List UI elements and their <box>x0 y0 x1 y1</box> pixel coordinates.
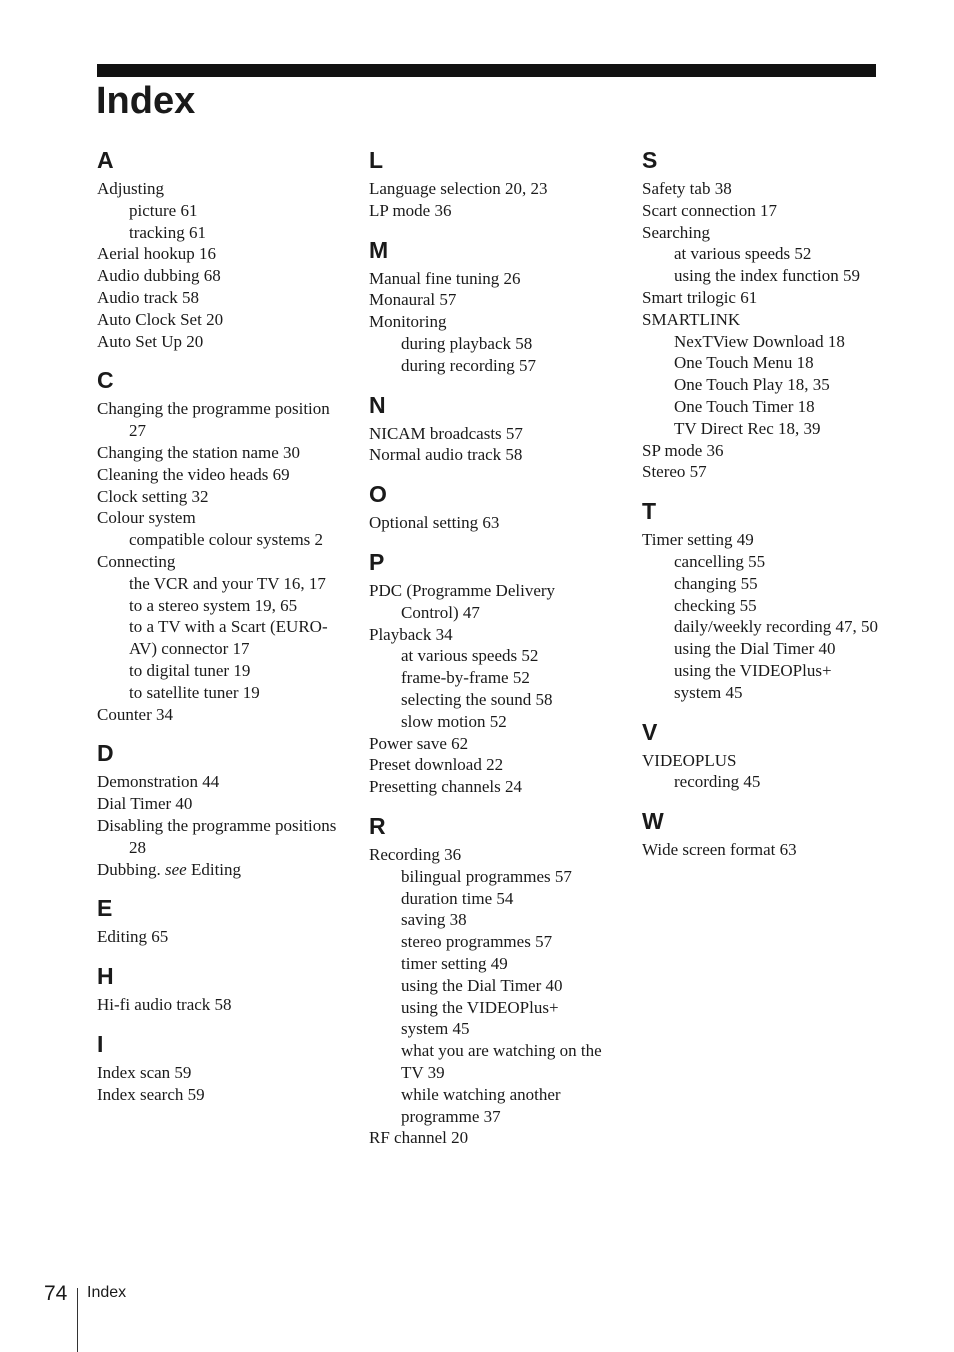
section-letter: L <box>369 147 384 173</box>
index-entry: Language selection 20, 23 <box>369 179 548 198</box>
index-entry: Smart trilogic 61 <box>642 287 758 307</box>
index-entry: Power save 62 <box>369 733 469 753</box>
page-number: 74 <box>44 1282 68 1305</box>
index-section-t <box>642 497 882 703</box>
index-subentry: timer setting 49 <box>401 953 508 973</box>
index-subentry: to a TV with a Scart (EURO-AV) connector 17 <box>129 617 328 659</box>
index-entry: Index scan 59 <box>97 1062 192 1082</box>
see-target: Editing <box>186 859 242 879</box>
index-section-i <box>97 1030 337 1106</box>
index-entry: Index search 59 <box>97 1084 205 1104</box>
index-entry: Playback 34 <box>369 624 453 644</box>
index-entry: Monaural 57 <box>369 290 457 310</box>
section-letter: W <box>642 808 664 835</box>
title-rule <box>97 64 876 77</box>
index-subentry: stereo programmes 57 <box>401 932 553 952</box>
section-letter: E <box>97 895 113 922</box>
index-entry: NICAM broadcasts 57 <box>369 423 523 443</box>
index-entry: Monitoring <box>369 312 447 332</box>
index-subentry: at various speeds 52 <box>674 244 812 264</box>
index-entry: Connecting <box>97 551 176 571</box>
index-entry: Dial Timer 40 <box>97 794 193 814</box>
index-subentry: using the VIDEOPlus+ system 45 <box>401 997 559 1039</box>
index-subentry: during recording 57 <box>401 355 537 375</box>
section-letter: I <box>97 1030 104 1057</box>
section-letter: H <box>97 963 114 990</box>
index-subentry: using the index function 59 <box>674 266 861 286</box>
index-entry: Cleaning the video heads 69 <box>97 464 290 484</box>
index-entry: Manual fine tuning 26 <box>369 268 521 288</box>
index-subentry: what you are watching on the TV 39 <box>401 1041 602 1082</box>
index-entry: Timer setting 49 <box>642 530 754 550</box>
index-entry: Adjusting <box>97 179 165 198</box>
index-entry: Auto Set Up 20 <box>97 331 204 351</box>
section-letter: D <box>97 740 114 767</box>
index-entry: Clock setting 32 <box>97 486 209 506</box>
index-entry: Searching <box>642 222 710 242</box>
section-letter: R <box>369 812 386 839</box>
see-reference: see <box>165 859 187 879</box>
index-section-d <box>97 739 337 880</box>
index-section-o <box>369 480 609 534</box>
index-entry: Colour system <box>97 508 196 528</box>
index-entry: Demonstration 44 <box>97 772 220 792</box>
footer-label: Index <box>87 1284 127 1301</box>
index-subentry: frame-by-frame 52 <box>401 668 530 688</box>
index-section-c <box>97 366 337 725</box>
index-subentry: selecting the sound 58 <box>401 689 553 709</box>
index-entry: PDC (Programme Delivery Control) 47 <box>369 580 556 622</box>
index-subentry: One Touch Timer 18 <box>674 396 815 416</box>
index-subentry: slow motion 52 <box>401 711 507 731</box>
index-section-p <box>369 548 609 798</box>
index-subentry: daily/weekly recording 47, 50 <box>674 617 878 637</box>
index-entry: Auto Clock Set 20 <box>97 309 224 329</box>
index-subentry: while watching another programme 37 <box>401 1084 561 1126</box>
section-letter: S <box>642 147 658 173</box>
index-column-3 <box>642 146 882 875</box>
section-letter: P <box>369 548 385 575</box>
index-entry: Editing 65 <box>97 927 169 947</box>
index-subentry: using the VIDEOPlus+ system 45 <box>674 660 832 702</box>
index-subentry: to satellite tuner 19 <box>129 682 260 702</box>
index-section-w <box>642 807 882 861</box>
section-letter: V <box>642 718 658 745</box>
index-section-a <box>97 146 337 352</box>
entry-text: Dubbing. <box>97 859 165 879</box>
index-subentry: duration time 54 <box>401 888 514 908</box>
page-title: Index <box>96 80 196 122</box>
index-subentry: One Touch Play 18, 35 <box>674 375 830 395</box>
index-subentry: during playback 58 <box>401 333 533 353</box>
section-letter: C <box>97 367 114 394</box>
section-letter: T <box>642 498 657 525</box>
index-entry: Recording 36 <box>369 844 462 864</box>
index-subentry: TV Direct Rec 18, 39 <box>674 418 821 438</box>
index-entry: Stereo 57 <box>642 462 707 482</box>
index-entry: Counter 34 <box>97 704 174 724</box>
index-entry: Changing the station name 30 <box>97 442 301 462</box>
index-subentry: One Touch Menu 18 <box>674 353 814 373</box>
index-column-2 <box>369 146 609 1163</box>
index-section-v <box>642 718 882 794</box>
index-section-s <box>642 146 882 483</box>
index-entry: Presetting channels 24 <box>369 777 522 797</box>
index-section-r <box>369 812 609 1149</box>
index-section-h <box>97 962 337 1016</box>
footer-rule <box>77 1288 78 1352</box>
index-entry: Audio track 58 <box>97 287 199 307</box>
section-letter: O <box>369 481 387 508</box>
index-entry: Optional setting 63 <box>369 513 500 533</box>
index-entry: LP mode 36 <box>369 200 452 220</box>
index-subentry: cancelling 55 <box>674 551 766 571</box>
index-column-1 <box>97 146 337 1120</box>
index-entry: Normal audio track 58 <box>369 445 523 465</box>
index-subentry: saving 38 <box>401 910 467 930</box>
index-section-m <box>369 236 609 377</box>
section-letter: M <box>369 236 389 263</box>
section-letter: N <box>369 391 386 418</box>
index-entry: VIDEOPLUS <box>642 750 737 770</box>
index-entry: Scart connection 17 <box>642 200 778 220</box>
index-entry: RF channel 20 <box>369 1128 469 1148</box>
index-subentry: bilingual programmes 57 <box>401 866 572 886</box>
index-entry: Changing the programme position 27 <box>97 399 330 441</box>
index-entry: Aerial hookup 16 <box>97 244 216 264</box>
index-subentry: NexTView Download 18 <box>674 331 845 351</box>
index-entry: Audio dubbing 68 <box>97 266 221 286</box>
index-entry: Wide screen format 63 <box>642 840 797 860</box>
index-subentry: tracking 61 <box>129 222 206 242</box>
index-subentry: the VCR and your TV 16, 17 <box>129 573 326 593</box>
index-section-e <box>97 894 337 948</box>
index-entry: SP mode 36 <box>642 440 724 460</box>
index-subentry: recording 45 <box>674 772 761 792</box>
index-subentry: using the Dial Timer 40 <box>401 975 563 995</box>
index-subentry: using the Dial Timer 40 <box>674 639 836 659</box>
index-subentry: compatible colour systems 2 <box>129 530 324 550</box>
index-subentry: to digital tuner 19 <box>129 660 251 680</box>
index-entry: SMARTLINK <box>642 309 741 329</box>
index-section-l <box>369 146 609 222</box>
section-letter: A <box>97 147 114 173</box>
index-entry: Preset download 22 <box>369 755 504 775</box>
index-subentry: at various speeds 52 <box>401 646 539 666</box>
index-entry <box>97 859 337 881</box>
index-subentry: changing 55 <box>674 573 758 593</box>
index-entry: Disabling the programme positions 28 <box>97 815 337 857</box>
index-section-n <box>369 391 609 467</box>
index-subentry: picture 61 <box>129 200 198 220</box>
index-subentry: checking 55 <box>674 595 757 615</box>
index-entry: Hi-fi audio track 58 <box>97 995 232 1015</box>
index-subentry: to a stereo system 19, 65 <box>129 595 298 615</box>
index-entry: Safety tab 38 <box>642 179 732 198</box>
